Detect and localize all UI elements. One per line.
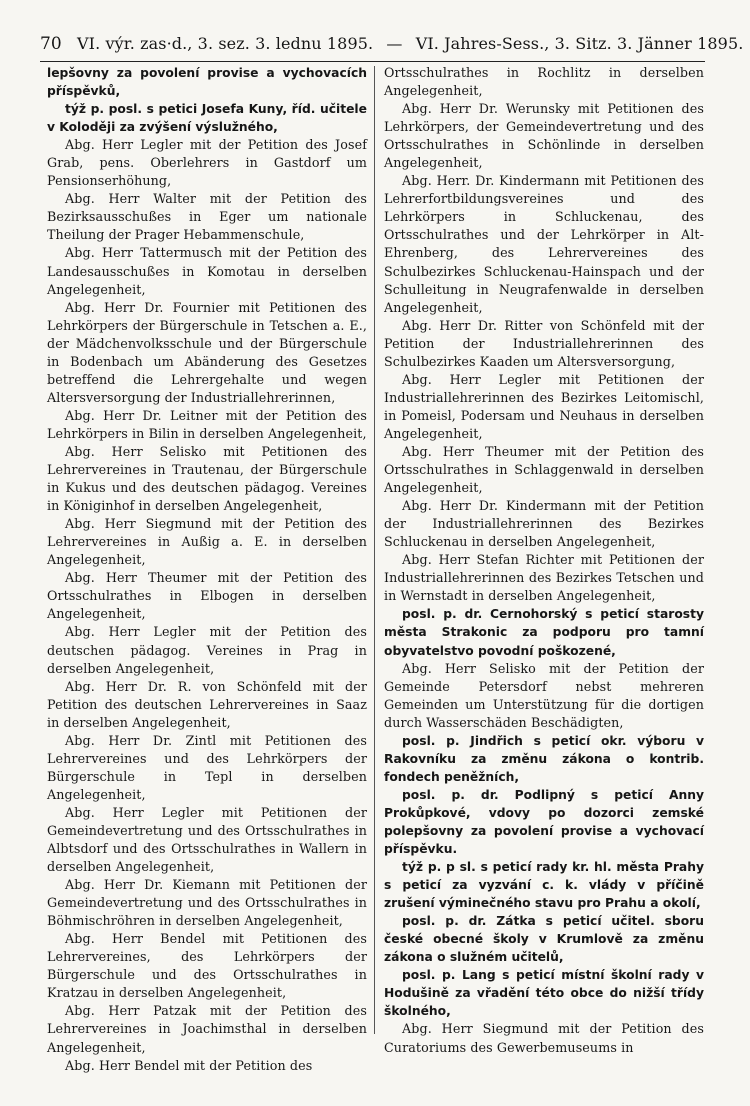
header-title-czech: VI. výr. zas·d., 3. sez. 3. lednu 1895. <box>77 34 374 53</box>
petition-entry: Abg. Herr Dr. Ritter von Schönfeld mit der Petition der Industriallehrerinnen des Schulbezirkes Kaaden um Altersversorgung, <box>384 317 704 369</box>
petition-entry: Abg. Herr Legler mit Petitionen der Gemeindevertretung und des Ortsschulrathes in Albtsdorf und des Ortsschulrathes in Wallern in derselben Angelegenheit, <box>47 804 367 875</box>
petition-entry: Abg. Herr Bendel mit Petitionen des Lehrervereines, des Lehrkörpers der Bürgerschule und des Ortsschulrathes in Kratzau in derselben Angelegenheit, <box>47 931 367 1001</box>
column-divider <box>374 66 375 1034</box>
petition-entry: posl. p. dr. Zátka s peticí učitel. sboru české obecné školy v Krumlově za změnu zákona o služném učitelů, <box>384 914 704 965</box>
petition-entry: lepšovny za povolení provise a vychovacích příspěvků, <box>47 66 367 99</box>
petition-entry: Abg. Herr Dr. Fournier mit Petitionen des Lehrkörpers der Bürgerschule in Tetschen a. E., der Mädchenvolksschule und der Bürgerschule in Bodenbach um Abänderung des Gesetzes betreffend die Lehrergehalte und wegen Altersversorgung der Industriallehrerinnen, <box>47 299 367 405</box>
running-header <box>40 34 744 54</box>
petition-entry: Abg. Herr Theumer mit der Petition des Ortsschulrathes in Schlaggenwald in derselben Angelegenheit, <box>384 443 704 496</box>
petition-entry: Abg. Herr Legler mit der Petition des deutschen pädagog. Vereines in Prag in derselben Angelegenheit, <box>47 624 367 676</box>
petition-entry: Abg. Herr Walter mit der Petition des Bezirksausschußes in Eger um nationale Theilung der Prager Hebammenschule, <box>47 191 367 243</box>
petition-entry: Abg. Herr Legler mit der Petition des Josef Grab, pens. Oberlehrers in Gastdorf um Pensionserhöhung, <box>47 137 367 189</box>
petition-entry: posl. p. dr. Podlipný s peticí Anny Prokůpkové, vdovy po dozorci zemské polepšovny za povolení provise a vychovací příspěvku. <box>384 787 704 857</box>
petition-entry: posl. p. Lang s peticí místní školní rady v Hodušině za vřadění této obce do nižší třídy školného, <box>384 968 704 1019</box>
header-dash: — <box>386 34 403 53</box>
right-column <box>384 64 704 1057</box>
petition-entry: Abg. Herr Dr. Kindermann mit der Petition der Industriallehrerinnen des Bezirkes Schluckenau in derselben Angelegenheit, <box>384 498 704 550</box>
petition-entry: Ortsschulrathes in Rochlitz in derselben Angelegenheit, <box>384 65 704 99</box>
petition-entry: Abg. Herr Siegmund mit der Petition des Curatoriums des Gewerbemuseums in <box>384 1021 704 1055</box>
header-title-german: VI. Jahres-Sess., 3. Sitz. 3. Jänner 1895. <box>415 34 744 53</box>
petition-entry: Abg. Herr Dr. Werunsky mit Petitionen des Lehrkörpers, der Gemeindevertretung und des Ortsschulrathes in Schönlinde in derselben Angelegenheit, <box>384 101 704 171</box>
petition-entry: Abg. Herr Stefan Richter mit Petitionen der Industriallehrerinnen des Bezirkes Tetschen und in Wernstadt in derselben Angelegenheit, <box>384 552 704 604</box>
petition-entry: Abg. Herr Theumer mit der Petition des Ortsschulrathes in Elbogen in derselben Angelegenheit, <box>47 570 367 622</box>
petition-entry: Abg. Herr Dr. Zintl mit Petitionen des Lehrervereines und des Lehrkörpers der Bürgerschule in Tepl in derselben Angelegenheit, <box>47 732 367 802</box>
petition-entry: Abg. Herr Bendel mit der Petition des <box>65 1057 313 1073</box>
petition-entry: týž p. p sl. s peticí rady kr. hl. města Prahy s peticí za vyzvání c. k. vlády v příčině zrušení výminečného stavu pro Prahu a okolí, <box>384 860 704 911</box>
petition-entry: posl. p. Jindřich s peticí okr. výboru v Rakovníku za změnu zákona o kontrib. fondech peněžních, <box>384 733 704 784</box>
petition-entry: Abg. Herr Patzak mit der Petition des Lehrervereines in Joachimsthal in derselben Angelegenheit, <box>47 1003 367 1055</box>
petition-entry: Abg. Herr Tattermusch mit der Petition des Landesausschußes in Komotau in derselben Angelegenheit, <box>47 245 367 297</box>
page-number: 70 <box>40 34 62 54</box>
petition-entry: Abg. Herr. Dr. Kindermann mit Petitionen des Lehrerfortbildungsvereines und des Lehrkörpers in Schluckenau, des Ortsschulrathes und der Lehrkörper in Alt-Ehrenberg, des Lehrervereines des Schulbezirkes Schluckenau-Hainspach und der Schulleitung in Neugrafenwalde in derselben Angelegenheit, <box>384 173 704 315</box>
left-column <box>47 64 367 1075</box>
petition-entry: týž p. posl. s petici Josefa Kuny, říd. učitele v Koloději za zvýšení výslužného, <box>47 102 367 135</box>
petition-entry: Abg. Herr Dr. R. von Schönfeld mit der Petition des deutschen Lehrervereines in Saaz in derselben Angelegenheit, <box>47 678 367 730</box>
petition-entry: Abg. Herr Dr. Leitner mit der Petition des Lehrkörpers in Bilin in derselben Angelegenheit, <box>47 407 367 441</box>
petition-entry: posl. p. dr. Cernohorský s peticí starosty města Strakonic za podporu pro tamní obyvatelstvo povodní poškozené, <box>384 607 704 658</box>
petition-entry: Abg. Herr Dr. Kiemann mit Petitionen der Gemeindevertretung und des Ortsschulrathes in Böhmischröhren in derselben Angelegenheit, <box>47 877 367 929</box>
petition-entry: Abg. Herr Legler mit Petitionen der Industriallehrerinnen des Bezirkes Leitomischl, in Pomeisl, Podersam und Neuhaus in derselben Angelegenheit, <box>384 371 704 441</box>
header-rule <box>40 61 705 62</box>
petition-entry: Abg. Herr Siegmund mit der Petition des Lehrervereines in Außig a. E. in derselben Angelegenheit, <box>47 516 367 568</box>
petition-entry: Abg. Herr Selisko mit Petitionen des Lehrervereines in Trautenau, der Bürgerschule in Kukus und des deutschen pädagog. Vereines in Königinhof in derselben Angelegenheit, <box>47 443 367 514</box>
petition-entry: Abg. Herr Selisko mit der Petition der Gemeinde Petersdorf nebst mehreren Gemeinden um Unterstützung für die dortigen durch Wasserschäden Beschädigten, <box>384 660 704 730</box>
